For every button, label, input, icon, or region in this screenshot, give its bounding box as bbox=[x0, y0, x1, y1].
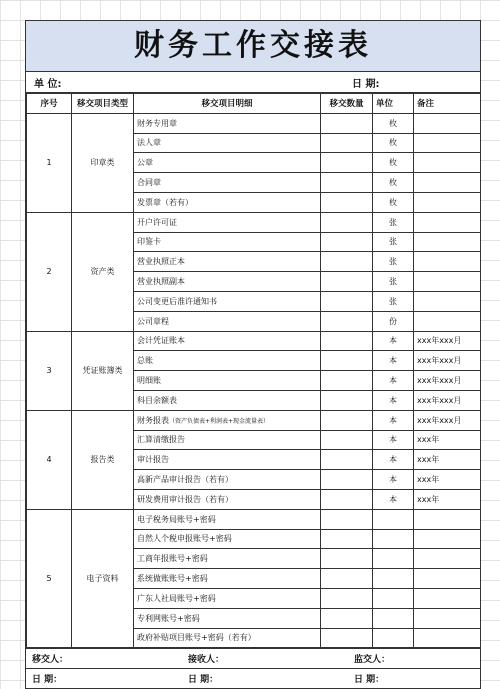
item-unit: 枚 bbox=[373, 173, 414, 193]
item-unit: 本 bbox=[373, 410, 414, 430]
item-detail-text: 会计凭证账本 bbox=[137, 336, 185, 346]
item-unit: 枚 bbox=[373, 153, 414, 173]
item-unit: 份 bbox=[373, 311, 414, 331]
item-detail bbox=[134, 371, 321, 391]
item-quantity[interactable] bbox=[321, 153, 373, 173]
item-note[interactable] bbox=[414, 569, 481, 589]
item-note[interactable] bbox=[414, 628, 481, 648]
item-detail bbox=[134, 192, 321, 212]
item-detail-text: 电子税务局账号+密码 bbox=[137, 514, 216, 524]
item-quantity[interactable] bbox=[321, 628, 373, 648]
item-detail bbox=[134, 569, 321, 589]
item-note[interactable] bbox=[414, 588, 481, 608]
item-quantity[interactable] bbox=[321, 450, 373, 470]
item-detail-text: 广东人社局账号+密码 bbox=[137, 593, 216, 603]
item-quantity[interactable] bbox=[321, 588, 373, 608]
item-unit: 枚 bbox=[373, 133, 414, 153]
item-detail bbox=[134, 232, 321, 252]
item-detail-text: 合同章 bbox=[137, 178, 161, 188]
item-note[interactable] bbox=[414, 113, 481, 133]
item-quantity[interactable] bbox=[321, 430, 373, 450]
item-note[interactable] bbox=[414, 232, 481, 252]
item-quantity[interactable] bbox=[321, 173, 373, 193]
item-quantity[interactable] bbox=[321, 489, 373, 509]
item-quantity[interactable] bbox=[321, 410, 373, 430]
item-detail bbox=[134, 529, 321, 549]
item-detail bbox=[134, 351, 321, 371]
item-detail bbox=[134, 470, 321, 490]
item-detail bbox=[134, 628, 321, 648]
handover-sheet bbox=[25, 20, 481, 689]
header-row bbox=[27, 94, 481, 114]
date-label: 日 期: bbox=[352, 78, 380, 90]
item-unit: 张 bbox=[373, 212, 414, 232]
item-note[interactable] bbox=[414, 192, 481, 212]
item-quantity[interactable] bbox=[321, 232, 373, 252]
group-number: 1 bbox=[27, 113, 72, 212]
item-detail bbox=[134, 450, 321, 470]
item-unit: 张 bbox=[373, 252, 414, 272]
item-unit: 张 bbox=[373, 232, 414, 252]
item-detail bbox=[134, 311, 321, 331]
item-unit bbox=[373, 549, 414, 569]
supervisor-label: 监交人： bbox=[354, 655, 391, 666]
receiver-date-label: 日 期： bbox=[188, 675, 219, 686]
item-quantity[interactable] bbox=[321, 192, 373, 212]
item-unit: 张 bbox=[373, 291, 414, 311]
item-quantity[interactable] bbox=[321, 311, 373, 331]
item-detail-text: 发票章（若有） bbox=[137, 197, 193, 207]
col-header-unit: 单位 bbox=[373, 94, 414, 114]
item-quantity[interactable] bbox=[321, 569, 373, 589]
supervisor-date-label: 日 期： bbox=[354, 675, 385, 686]
col-header-detail: 移交项目明细 bbox=[134, 94, 321, 114]
item-note[interactable] bbox=[414, 272, 481, 292]
table-row bbox=[27, 113, 481, 133]
item-detail-text: 审计报告 bbox=[137, 455, 169, 465]
col-header-no: 序号 bbox=[27, 94, 72, 114]
item-detail-text: 法人章 bbox=[137, 138, 161, 148]
col-header-type: 移交项目类型 bbox=[72, 94, 134, 114]
item-note[interactable] bbox=[414, 133, 481, 153]
item-unit: 本 bbox=[373, 470, 414, 490]
item-note[interactable] bbox=[414, 173, 481, 193]
item-detail-text: 印鉴卡 bbox=[137, 237, 161, 247]
item-note[interactable] bbox=[414, 311, 481, 331]
item-quantity[interactable] bbox=[321, 529, 373, 549]
group-number: 4 bbox=[27, 410, 72, 509]
item-note[interactable] bbox=[414, 252, 481, 272]
item-detail bbox=[134, 509, 321, 529]
item-note[interactable] bbox=[414, 291, 481, 311]
item-quantity[interactable] bbox=[321, 113, 373, 133]
item-unit bbox=[373, 569, 414, 589]
table-body bbox=[27, 113, 481, 648]
item-quantity[interactable] bbox=[321, 331, 373, 351]
footer-signers bbox=[26, 648, 480, 668]
item-detail bbox=[134, 113, 321, 133]
item-note[interactable]: xxx年 bbox=[414, 430, 481, 450]
col-header-note: 备注 bbox=[414, 94, 481, 114]
table-row bbox=[27, 509, 481, 529]
sheet-title: 财务工作交接表 bbox=[26, 21, 480, 72]
item-detail-note: （资产负债表+利润表+现金流量表） bbox=[169, 417, 270, 425]
item-unit: 本 bbox=[373, 390, 414, 410]
item-note[interactable] bbox=[414, 529, 481, 549]
item-unit: 本 bbox=[373, 430, 414, 450]
item-note[interactable]: xxx年xxx月 bbox=[414, 371, 481, 391]
item-quantity[interactable] bbox=[321, 212, 373, 232]
item-detail bbox=[134, 331, 321, 351]
item-detail-text: 研发费用审计报告（若有） bbox=[137, 494, 233, 504]
item-detail bbox=[134, 252, 321, 272]
item-quantity[interactable] bbox=[321, 470, 373, 490]
item-detail bbox=[134, 410, 321, 430]
item-quantity[interactable] bbox=[321, 509, 373, 529]
item-note[interactable]: xxx年xxx月 bbox=[414, 331, 481, 351]
unit-label: 单 位: bbox=[34, 78, 62, 90]
meta-row bbox=[26, 72, 480, 93]
item-note[interactable]: xxx年xxx月 bbox=[414, 410, 481, 430]
item-note[interactable]: xxx年xxx月 bbox=[414, 390, 481, 410]
item-unit: 张 bbox=[373, 272, 414, 292]
item-detail-text: 高新产品审计报告（若有） bbox=[137, 475, 233, 485]
item-quantity[interactable] bbox=[321, 549, 373, 569]
item-unit: 本 bbox=[373, 351, 414, 371]
group-type: 电子资料 bbox=[72, 509, 134, 648]
item-detail-text: 财务专用章 bbox=[137, 118, 177, 128]
item-detail-text: 政府补贴项目账号+密码（若有） bbox=[137, 633, 256, 643]
item-unit bbox=[373, 529, 414, 549]
group-type: 凭证账簿类 bbox=[72, 331, 134, 410]
handover-person-label: 移交人： bbox=[32, 655, 69, 666]
item-detail-text: 公司变更后准许通知书 bbox=[137, 296, 217, 306]
item-note[interactable]: xxx年 bbox=[414, 470, 481, 490]
item-detail-text: 工商年报账号+密码 bbox=[137, 554, 208, 564]
item-detail-text: 财务报表 bbox=[137, 415, 169, 425]
item-unit bbox=[373, 588, 414, 608]
item-detail bbox=[134, 430, 321, 450]
item-unit bbox=[373, 628, 414, 648]
item-note[interactable]: xxx年xxx月 bbox=[414, 351, 481, 371]
item-detail-text: 专利网账号+密码 bbox=[137, 613, 200, 623]
item-note[interactable]: xxx年 bbox=[414, 489, 481, 509]
item-note[interactable] bbox=[414, 153, 481, 173]
item-unit: 枚 bbox=[373, 192, 414, 212]
col-header-qty: 移交数量 bbox=[321, 94, 373, 114]
item-unit bbox=[373, 509, 414, 529]
item-unit: 本 bbox=[373, 331, 414, 351]
handover-table bbox=[26, 93, 481, 648]
item-quantity[interactable] bbox=[321, 272, 373, 292]
item-detail bbox=[134, 153, 321, 173]
item-quantity[interactable] bbox=[321, 133, 373, 153]
handover-date-label: 日 期： bbox=[32, 675, 63, 686]
item-quantity[interactable] bbox=[321, 291, 373, 311]
group-type: 资产类 bbox=[72, 212, 134, 331]
table-row bbox=[27, 212, 481, 232]
item-detail bbox=[134, 173, 321, 193]
item-detail-text: 明细账 bbox=[137, 376, 161, 386]
item-detail-text: 科目余额表 bbox=[137, 395, 177, 405]
group-type: 报告类 bbox=[72, 410, 134, 509]
group-number: 5 bbox=[27, 509, 72, 648]
item-quantity[interactable] bbox=[321, 252, 373, 272]
item-detail bbox=[134, 212, 321, 232]
item-quantity[interactable] bbox=[321, 371, 373, 391]
item-unit: 本 bbox=[373, 450, 414, 470]
item-note[interactable]: xxx年 bbox=[414, 450, 481, 470]
item-detail-text: 公章 bbox=[137, 158, 153, 168]
item-detail bbox=[134, 549, 321, 569]
receiver-label: 接收人： bbox=[188, 655, 225, 666]
item-note[interactable] bbox=[414, 549, 481, 569]
item-detail-text: 营业执照副本 bbox=[137, 277, 185, 287]
table-row bbox=[27, 331, 481, 351]
item-unit: 本 bbox=[373, 489, 414, 509]
footer-dates bbox=[26, 668, 480, 688]
item-detail-text: 总账 bbox=[137, 356, 153, 366]
item-quantity[interactable] bbox=[321, 351, 373, 371]
group-type: 印章类 bbox=[72, 113, 134, 212]
item-detail bbox=[134, 272, 321, 292]
item-detail-text: 公司章程 bbox=[137, 316, 169, 326]
item-detail bbox=[134, 133, 321, 153]
group-number: 3 bbox=[27, 331, 72, 410]
item-detail-text: 营业执照正本 bbox=[137, 257, 185, 267]
item-unit: 本 bbox=[373, 371, 414, 391]
item-detail-text: 自然人个税申报账号+密码 bbox=[137, 534, 232, 544]
item-note[interactable] bbox=[414, 212, 481, 232]
item-unit bbox=[373, 608, 414, 628]
item-quantity[interactable] bbox=[321, 608, 373, 628]
item-unit: 枚 bbox=[373, 113, 414, 133]
item-detail-text: 汇算清缴报告 bbox=[137, 435, 185, 445]
item-detail bbox=[134, 489, 321, 509]
item-note[interactable] bbox=[414, 608, 481, 628]
table-row bbox=[27, 410, 481, 430]
group-number: 2 bbox=[27, 212, 72, 331]
item-quantity[interactable] bbox=[321, 390, 373, 410]
item-detail bbox=[134, 291, 321, 311]
item-detail bbox=[134, 608, 321, 628]
item-detail bbox=[134, 390, 321, 410]
item-detail-text: 系统做账账号+密码 bbox=[137, 574, 208, 584]
item-detail bbox=[134, 588, 321, 608]
item-note[interactable] bbox=[414, 509, 481, 529]
item-detail-text: 开户许可证 bbox=[137, 217, 177, 227]
